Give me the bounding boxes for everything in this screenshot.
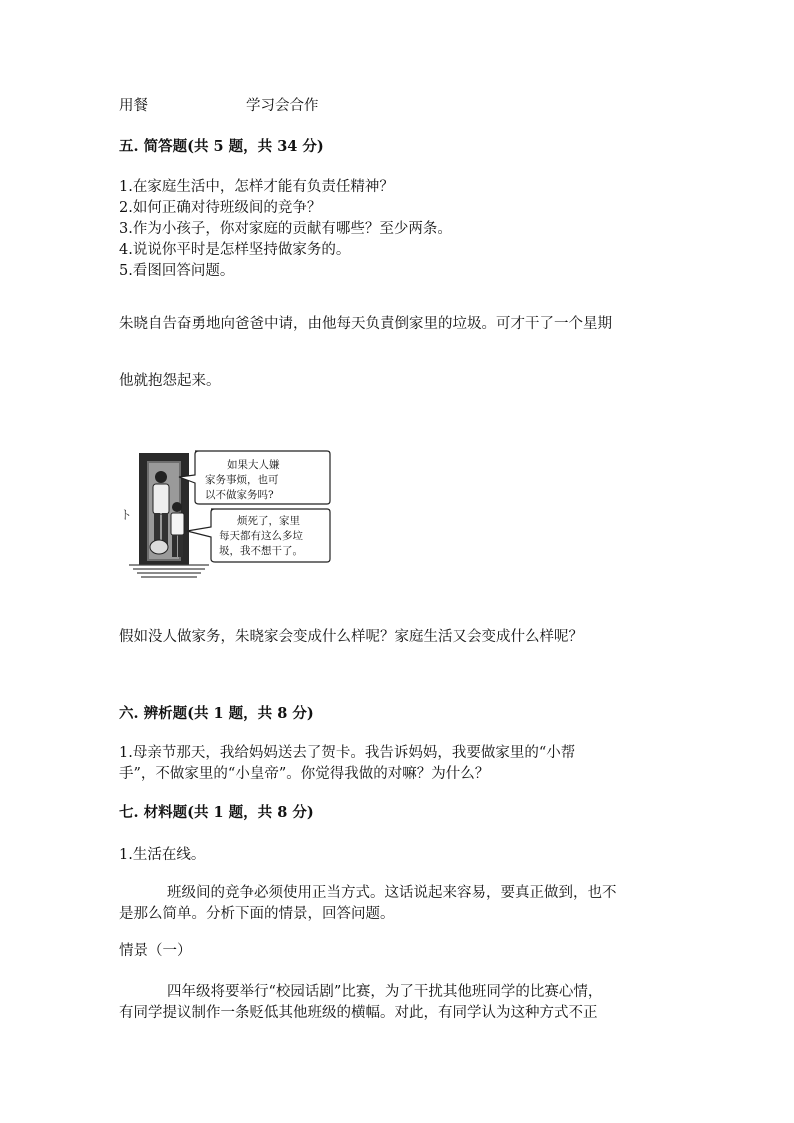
paragraph-text: 班级间的竞争必须使用正当方式。这话说起来容易，要真正做到，也不 — [167, 885, 617, 901]
cartoon-illustration — [119, 447, 331, 579]
section-heading: 六. 辨析题(共 1 题，共 8 分) — [119, 705, 314, 722]
speech-bubble-text: 烦死了，家里 — [237, 515, 300, 527]
option-text: 学习会合作 — [246, 98, 319, 114]
paragraph-text: 有同学提议制作一条贬低其他班级的横幅。对此，有同学认为这种方式不正 — [119, 1005, 598, 1021]
speech-bubble-text: 圾，我不想干了。 — [219, 545, 303, 557]
question-item: 5.看图回答问题。 — [119, 263, 235, 279]
scene-label: 情景（一） — [119, 943, 192, 959]
paragraph-text: 是那么简单。分析下面的情景，回答问题。 — [119, 906, 395, 922]
question-item: 4.说说你平时是怎样坚持做家务的。 — [119, 242, 351, 258]
speech-bubble-text: 如果大人嫌 — [227, 459, 280, 471]
question-item: 1.母亲节那天，我给妈妈送去了贺卡。我告诉妈妈，我要做家里的“小帮 — [119, 745, 576, 761]
story-text: 朱晓自告奋勇地向爸爸中请，由他每天负責倒家里的垃圾。可才干了一个星期 — [119, 316, 612, 332]
story-text: 他就抱怨起来。 — [119, 373, 221, 389]
speech-bubble-text: 家务事烦，也可 — [205, 474, 279, 486]
svg-text:ト: ト — [120, 508, 133, 522]
section-heading: 七. 材料题(共 1 题，共 8 分) — [119, 804, 314, 821]
option-text: 用餐 — [119, 98, 148, 114]
question-item: 假如没人做家务，朱晓家会变成什么样呢？家庭生活又会变成什么样呢？ — [119, 629, 583, 645]
speech-bubble-text: 每天都有这么多垃 — [219, 530, 303, 542]
question-item: 手”，不做家里的“小皇帝”。你觉得我做的对嘛？为什么？ — [119, 766, 490, 782]
paragraph-text: 四年级将要举行“校园话剧”比赛，为了干扰其他班同学的比赛心情， — [167, 984, 603, 1000]
speech-bubble-text: 以不做家务吗? — [205, 489, 274, 501]
question-item: 3.作为小孩子，你对家庭的贡献有哪些？至少两条。 — [119, 221, 452, 237]
question-item: 2.如何正确对待班级间的竞争？ — [119, 200, 322, 216]
question-item: 1.生活在线。 — [119, 847, 206, 863]
question-item: 1.在家庭生活中，怎样才能有负责任精神？ — [119, 179, 394, 195]
section-heading: 五. 简答题(共 5 题，共 34 分) — [119, 138, 324, 155]
